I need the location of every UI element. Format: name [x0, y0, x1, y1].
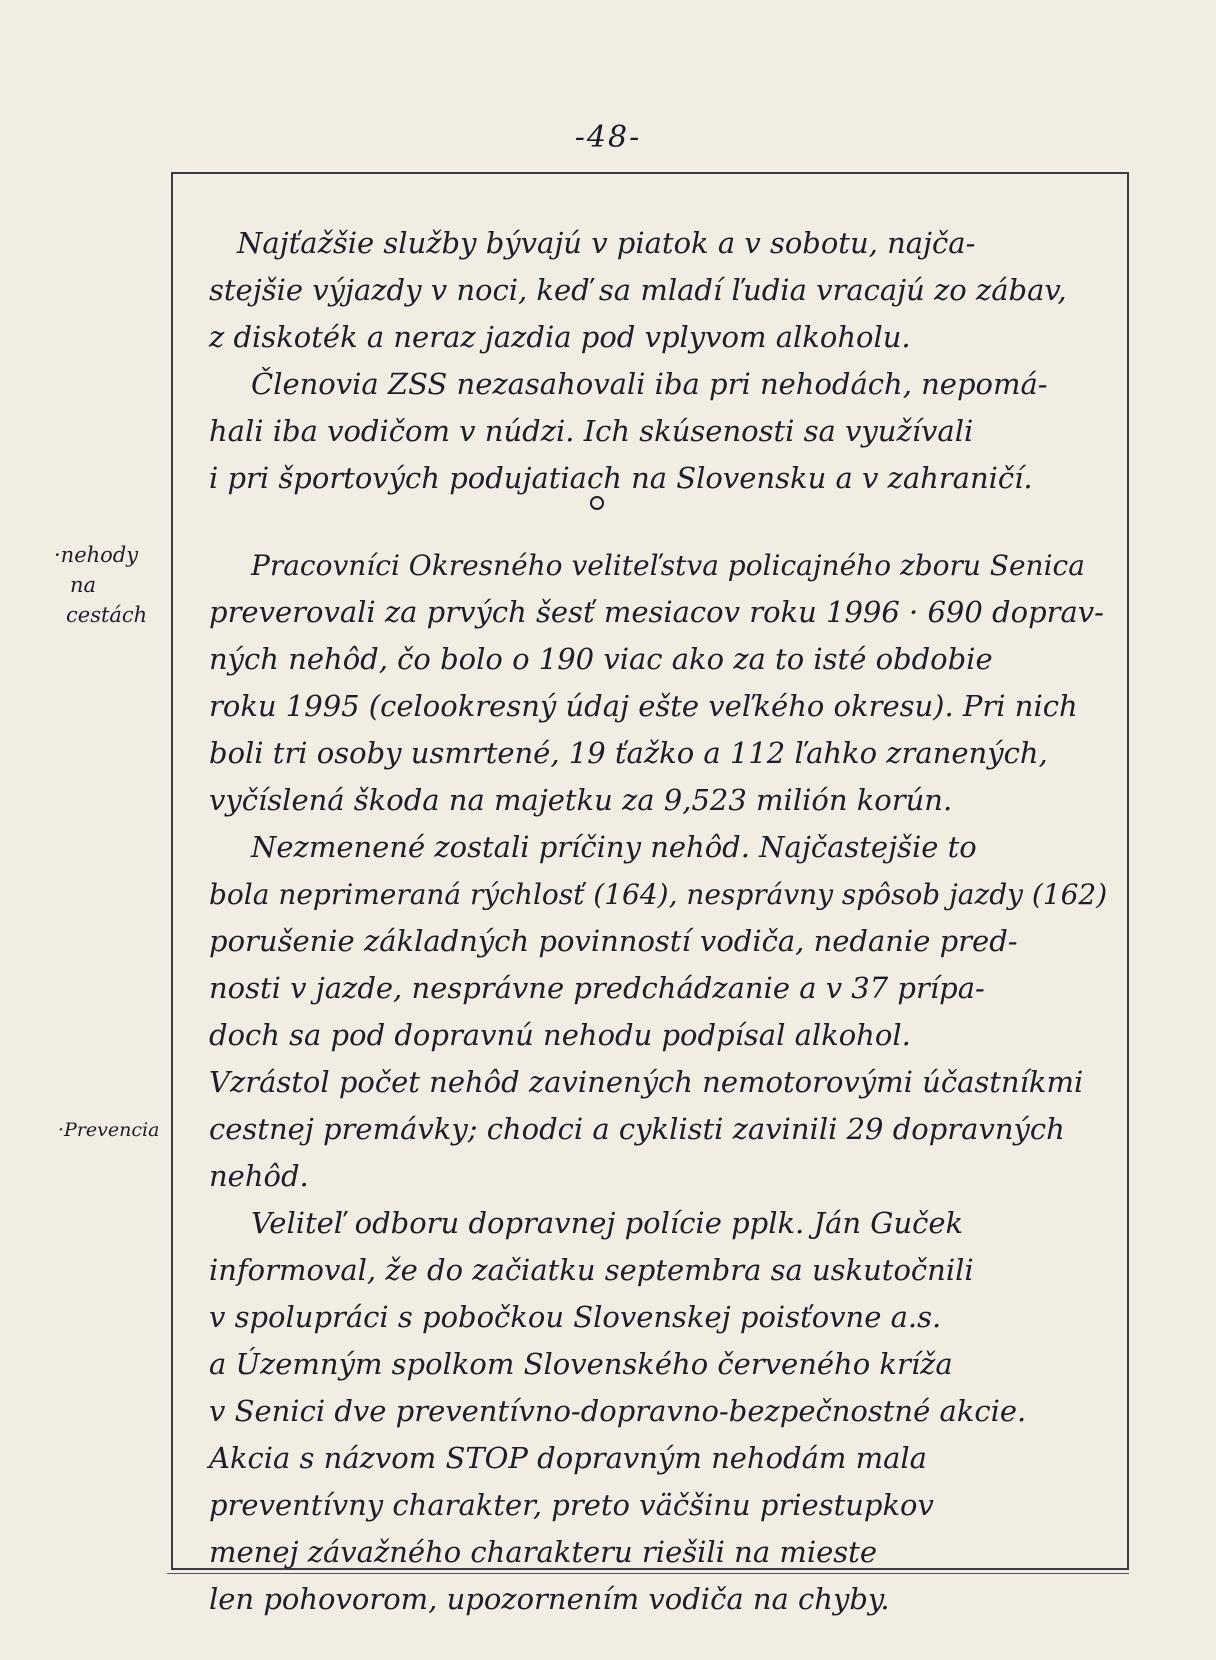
text-line: Členovia ZSS nezasahovali iba pri nehodách, nepomá- [251, 367, 1048, 401]
text-line: boli tri osoby usmrtené, 19 ťažko a 112 ľahko zranených, [209, 736, 1048, 770]
margin-note-line: ·nehody [54, 543, 139, 567]
text-line: Veliteľ odboru dopravnej polície pplk. Ján Guček [251, 1206, 964, 1240]
margin-note-nehody [54, 540, 147, 630]
handwritten-text [209, 220, 1109, 1623]
text-line: nosti v jazde, nesprávne predchádzanie a v 37 prípa- [209, 971, 985, 1005]
page-number: -48- [574, 120, 642, 155]
text-line: Nezmenené zostali príčiny nehôd. Najčastejšie to [251, 830, 977, 864]
margin-note-line: cestách [66, 603, 148, 627]
text-line: vyčíslená škoda na majetku za 9,523 milión korún. [209, 783, 953, 817]
text-line: doch sa pod dopravnú nehodu podpísal alkohol. [209, 1018, 911, 1052]
text-line: hali iba vodičom v núdzi. Ich skúsenosti sa využívali [209, 414, 974, 448]
text-line: preventívny charakter, preto väčšinu priestupkov [209, 1488, 934, 1522]
text-line: Vzrástol počet nehôd zavinených nemotorovými účastníkmi [209, 1065, 1084, 1099]
text-line: bola neprimeraná rýchlosť (164), nesprávny spôsob jazdy (162) [209, 878, 1108, 911]
text-line: nehôd. [209, 1159, 309, 1193]
text-line: Pracovníci Okresného veliteľstva policajného zboru Senica [251, 549, 1085, 582]
text-line: menej závažného charakteru riešili na mieste [209, 1535, 877, 1569]
text-line: ných nehôd, čo bolo o 190 viac ako za to isté obdobie [209, 642, 993, 676]
text-line: stejšie výjazdy v noci, keď sa mladí ľudia vracajú zo zábav, [209, 273, 1067, 307]
spacer [209, 502, 1109, 542]
text-line: z diskoték a neraz jazdia pod vplyvom alkoholu. [209, 320, 911, 354]
text-line: roku 1995 (celookresný údaj ešte veľkého okresu). Pri nich [209, 689, 1078, 723]
text-line: v spolupráci s pobočkou Slovenskej poisťovne a.s. [209, 1300, 942, 1334]
text-line: v Senici dve preventívno-dopravno-bezpečnostné akcie. [209, 1394, 1027, 1428]
text-line: informoval, že do začiatku septembra sa uskutočnili [209, 1253, 974, 1287]
margin-note-line: na [70, 573, 97, 597]
text-line: len pohovorom, upozornením vodiča na chyby. [209, 1582, 890, 1616]
text-line: Akcia s názvom STOP dopravným nehodám mala [209, 1441, 927, 1475]
text-line: porušenie základných povinností vodiča, nedanie pred- [209, 924, 1018, 958]
text-line: a Územným spolkom Slovenského červeného kríža [209, 1347, 953, 1381]
text-line: preverovali za prvých šesť mesiacov roku 1996 · 690 doprav- [209, 595, 1104, 629]
text-line: i pri športových podujatiach na Slovensku a v zahraničí. [209, 461, 1033, 495]
text-line: cestnej premávky; chodci a cyklisti zavinili 29 dopravných [209, 1112, 1065, 1146]
margin-note-prevencia: ·Prevencia [58, 1119, 160, 1141]
text-line: Najťažšie služby bývajú v piatok a v sobotu, najča- [237, 226, 976, 260]
